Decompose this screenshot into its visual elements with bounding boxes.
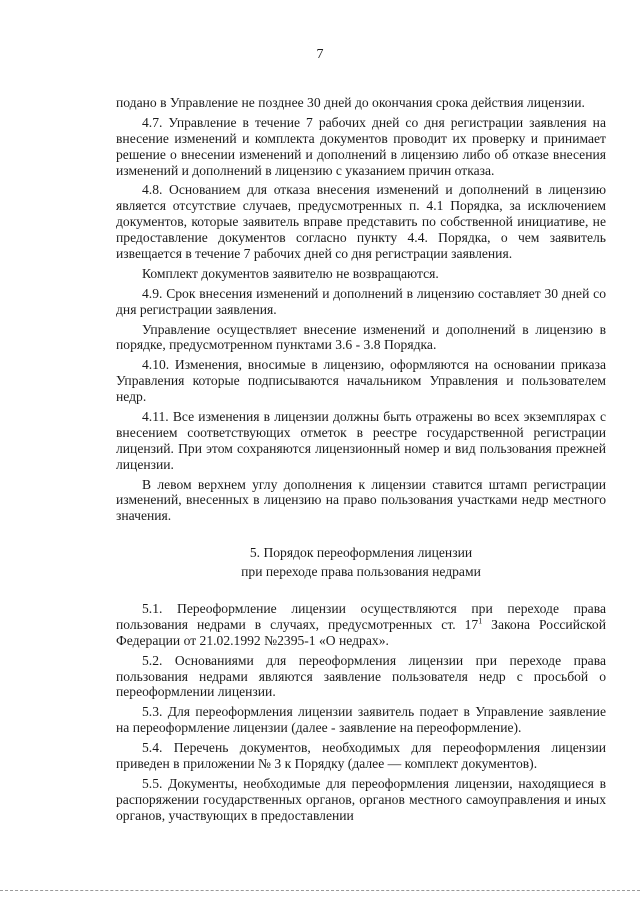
paragraph-4-7: 4.7. Управление в течение 7 рабочих дней со дня регистрации заявления на внесение изменений и комплекта документов проводит их проверку и принимает решение о внесении изменений и дополнений в лицензию либо об отказе внесения изменений и дополнений в лицензию с указанием причин отказа. — [116, 114, 606, 178]
paragraph-5-2: 5.2. Основаниями для переоформления лицензии при переходе права пользования недрами являются заявление пользователя недр с просьбой о переоформлении лицензии. — [116, 652, 606, 700]
paragraph-5-1-text-a: 5.1. Переоформление лицензии осуществляются при переходе права пользования недрами в случаях, предусмотренных ст. 17 — [116, 600, 606, 632]
paragraph-5-4: 5.4. Перечень документов, необходимых для переоформления лицензии приведен в приложении № 3 к Порядку (далее — комплект документов). — [116, 740, 606, 771]
paragraph-4-11: 4.11. Все изменения в лицензии должны быть отражены во всех экземплярах с внесением соответствующих отметок в реестре государственной регистрации лицензий. При этом сохраняются лицензионный номер и вид пользования прежней лицензии. — [116, 409, 606, 472]
paragraph-continuation: подано в Управление не позднее 30 дней до окончания срока действия лицензии. — [116, 95, 585, 110]
paragraph-documents-not-returned: Комплект документов заявителю не возвращаются. — [142, 265, 439, 281]
paragraph-4-10: 4.10. Изменения, вносимые в лицензию, оформляются на основании приказа Управления которые подписываются начальником Управления и пользователем недр. — [116, 357, 606, 405]
page-number: 7 — [316, 47, 324, 62]
paragraph-5-3: 5.3. Для переоформления лицензии заявитель подает в Управление заявление на переоформление лицензии (далее - заявление на переоформление). — [116, 704, 606, 736]
article-superscript: 1 — [478, 616, 483, 626]
section-5-heading — [116, 544, 606, 581]
page-body — [116, 95, 606, 828]
scan-bottom-edge — [0, 890, 640, 892]
paragraph-5-1-text-b: Закона Российской Федерации от 21.02.1992 №2395-1 «О недрах». — [116, 616, 606, 648]
section-heading-line-1: 5. Порядок переоформления лицензии — [249, 545, 473, 561]
paragraph-4-8: 4.8. Основанием для отказа внесения изменений и дополнений в лицензию является отсутствие случаев, предусмотренных п. 4.1 Порядка, за исключением документов, которые заявитель вправе представить по собственной инициативе, не предоставление документов согласно пункту 4.4. Порядка, о чем заявитель извещается в течение 7 рабочих дней со дня регистрации заявления. — [116, 182, 606, 262]
paragraph-5-1 — [116, 601, 606, 649]
paragraph-5-5: 5.5. Документы, необходимые для переоформления лицензии, находящиеся в распоряжении государственных органов, органов местного самоуправления и иных органов, участвующих в предоставлении — [116, 775, 606, 823]
paragraph-4-9: 4.9. Срок внесения изменений и дополнений в лицензию составляет 30 дней со дня регистрации заявления. — [116, 285, 606, 317]
paragraph-stamp: В левом верхнем углу дополнения к лицензии ставится штамп регистрации изменений, внесенных в лицензию на право пользования участками недр местного значения. — [116, 476, 606, 524]
section-heading-line-2: при переходе права пользования недрами — [241, 563, 481, 579]
paragraph-management-procedure: Управление осуществляет внесение изменений и дополнений в лицензию в порядке, предусмотренном пунктами 3.6 - 3.8 Порядка. — [116, 321, 606, 353]
